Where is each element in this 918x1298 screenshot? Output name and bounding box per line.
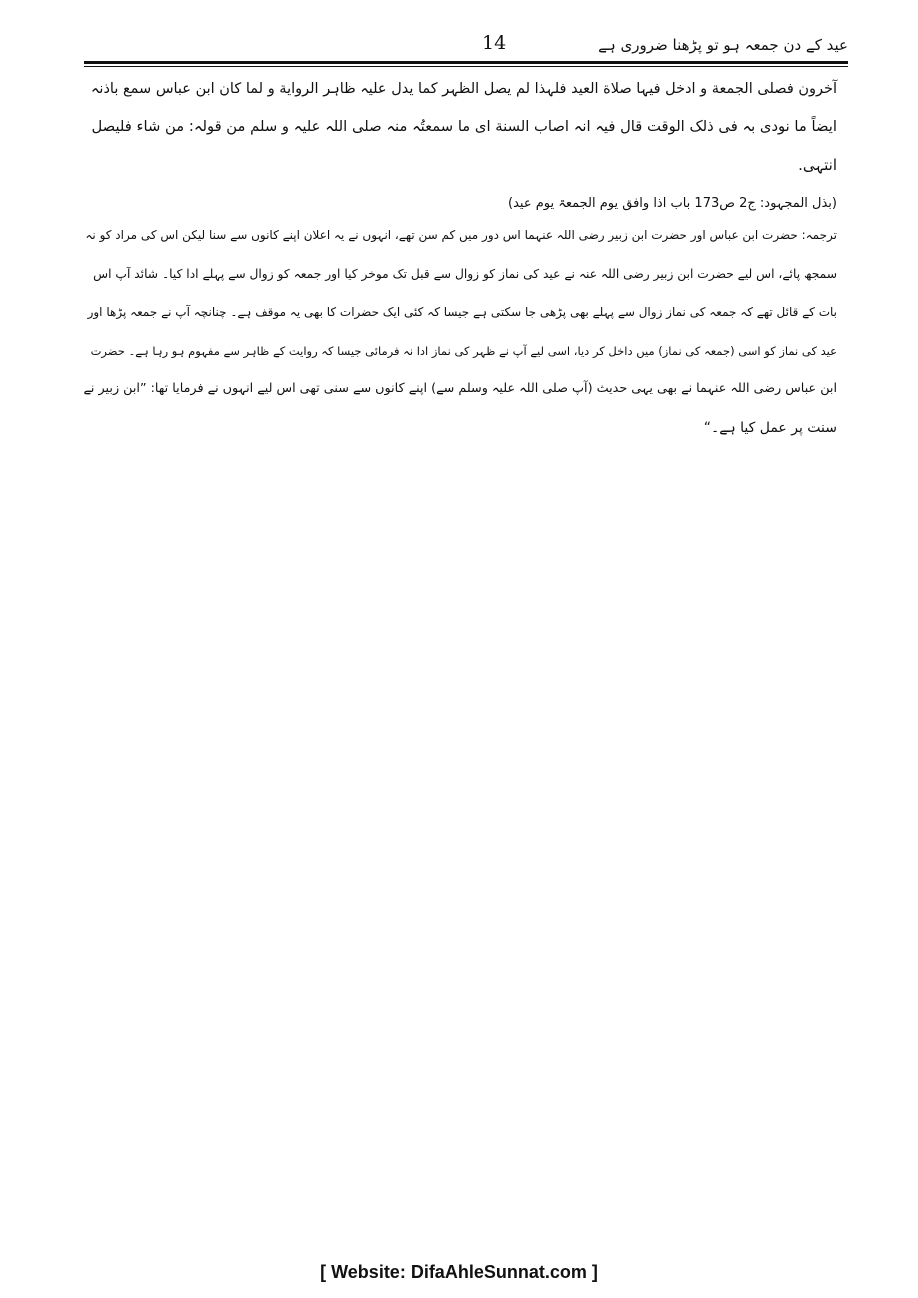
translation-line-2: سمجھ پائے، اس لیے حضرت ابن زبیر رضی اللہ عنہ نے عید کی نماز کو زوال سے قبل تک موخر کیا اور جمعہ کو زوال سے پہلے ادا کیا۔ شائد آپ اس <box>93 266 837 281</box>
page-number: 14 <box>482 32 507 54</box>
header-rule-thick <box>84 61 848 64</box>
translation-line-3: بات کے قائل تھے کہ جمعہ کی نماز زوال سے پہلے بھی پڑھی جا سکتی ہے جیسا کہ کئی ایک حضرات کا بھی یہ موقف ہے۔ چنانچہ آپ نے جمعہ پڑھا اور <box>87 305 837 319</box>
translation-line-1: ترجمہ: حضرت ابن عباس اور حضرت ابن زبیر رضی اللہ عنہما اس دور میں کم سن تھے، انہوں نے یہ اعلان اپنے کانوں سے سنا لیکن اس کی مراد کو نہ <box>85 228 837 242</box>
translation-line-5: ابن عباس رضی اللہ عنہما نے بھی یہی حدیث (آپ صلی اللہ علیہ وسلم سے) اپنے کانوں سے سنی تھی اس لیے انہوں نے فرمایا تھا: ”ابن زبیر نے <box>83 381 837 396</box>
arabic-line-1: آخرون فصلی الجمعة و ادخل فیہا صلاة العید فلہذا لم یصل الظہر کما یدل علیہ ظاہر الروایة و لما کان ابن عباس سمع باذنہ <box>90 81 837 97</box>
translation-line-4: عید کی نماز کو اسی (جمعہ کی نماز) میں داخل کر دیا، اسی لیے آپ نے ظہر کی نماز ادا نہ فرمائی جیسا کہ روایت کے ظاہر سے مفہوم ہو رہا ہے۔ حضرت <box>90 343 837 358</box>
header-rule-thin <box>84 66 848 67</box>
arabic-line-3: انتہی. <box>798 156 837 174</box>
citation: (بذل المجہود: ج2 ص173 باب اذا وافق یوم الجمعۃ یوم عید) <box>508 196 837 211</box>
website-footer: [ Website: DifaAhleSunnat.com ] <box>320 1262 598 1282</box>
header-title: عید کے دن جمعہ ہو تو پڑھنا ضروری ہے <box>598 36 848 54</box>
translation-line-6: سنت پر عمل کیا ہے۔“ <box>703 419 837 436</box>
arabic-line-2: ایضاً ما نودی بہ فی ذلک الوقت قال فیہ انہ اصاب السنة ای ما سمعتُہ منہ صلی اللہ علیہ و سلم من قولہ: من شاء فلیصل <box>91 118 837 135</box>
page-content <box>82 70 837 447</box>
page-header <box>84 30 848 60</box>
